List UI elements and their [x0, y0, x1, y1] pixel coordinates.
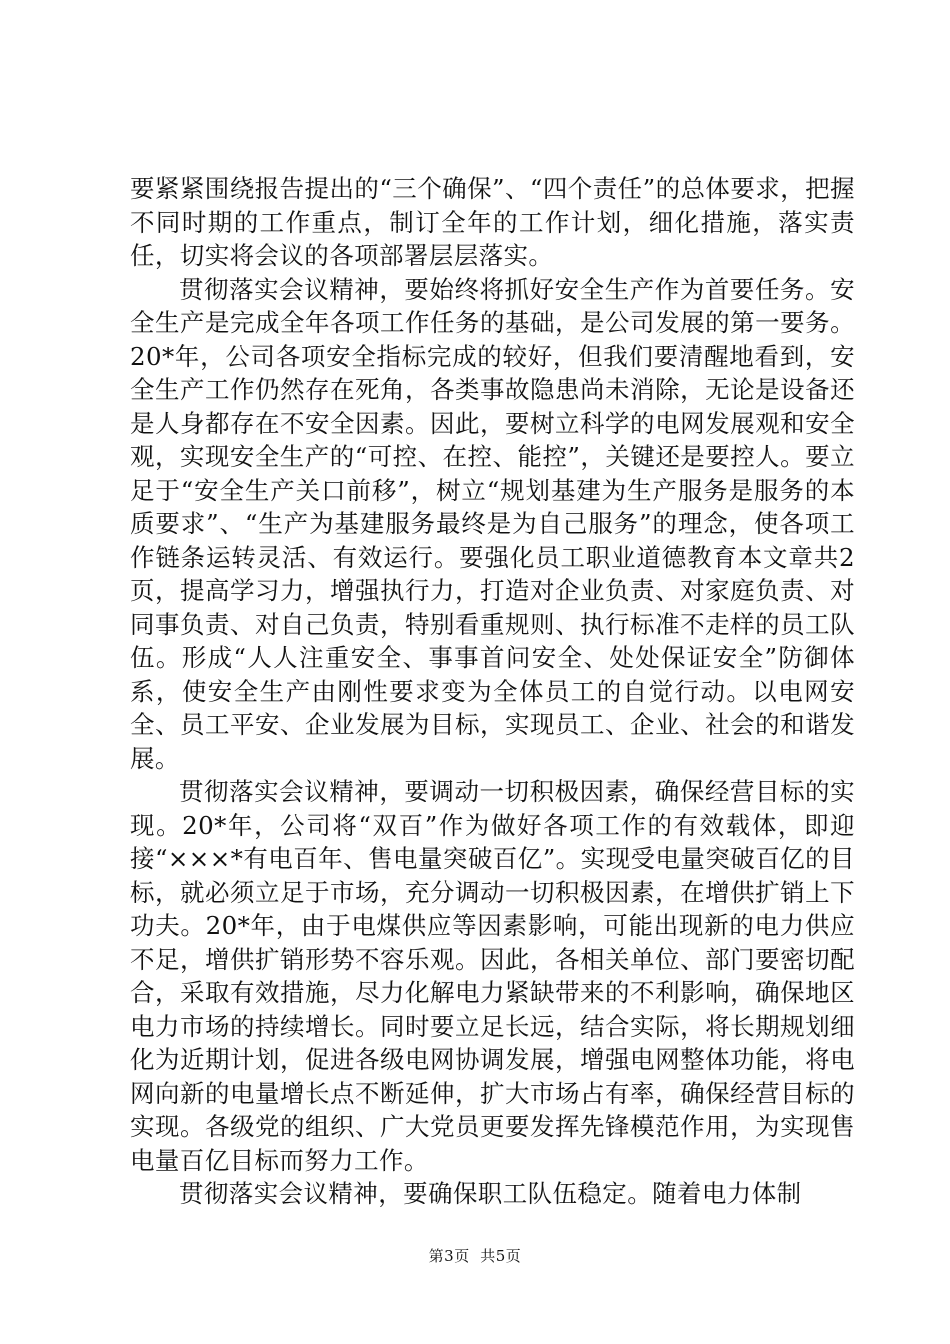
- paragraph-2: 贯彻落实会议精神，要始终将抓好安全生产作为首要任务。安全生产是完成全年各项工作任务的基础，是公司发展的第一要务。20*年，公司各项安全指标完成的较好，但我们要清醒地看到，安全生产工作仍然存在死角，各类事故隐患尚未消除，无论是设备还是人身都存在不安全因素。因此，要树立科学的电网发展观和安全观，实现安全生产的“可控、在控、能控”，关键还是要控人。要立足于“安全生产关口前移”，树立“规划基建为生产服务是服务的本质要求”、“生产为基建服务最终是为自己服务”的理念，使各项工作链条运转灵活、有效运行。要强化员工职业道德教育本文章共2页，提高学习力，增强执行力，打造对企业负责、对家庭负责、对同事负责、对自己负责，特别看重规则、执行标准不走样的员工队伍。形成“人人注重安全、事事首问安全、处处保证安全”防御体系，使安全生产由刚性要求变为全体员工的自觉行动。以电网安全、员工平安、企业发展为目标，实现员工、企业、社会的和谐发展。: [130, 274, 855, 773]
- paragraph-4: 贯彻落实会议精神，要确保职工队伍稳定。随着电力体制: [179, 1179, 802, 1208]
- paragraph-3: 贯彻落实会议精神，要调动一切积极因素，确保经营目标的实现。20*年，公司将“双百”作为做好各项工作的有效载体，即迎接“×××*有电百年、售电量突破百亿”。实现受电量突破百亿的目标，就必须立足于市场，充分调动一切积极因素，在增供扩销上下功夫。20*年，由于电煤供应等因素影响，可能出现新的电力供应不足，增供扩销形势不容乐观。因此，各相关单位、部门要密切配合，采取有效措施，尽力化解电力紧缺带来的不利影响，确保地区电力市场的持续增长。同时要立足长远，结合实际，将长期规划细化为近期计划，促进各级电网协调发展，增强电网整体功能，将电网向新的电量增长点不断延伸，扩大市场占有率，确保经营目标的实现。各级党的组织、广大党员更要发挥先锋模范作用，为实现售电量百亿目标而努力工作。: [130, 777, 855, 1175]
- document-body: [130, 172, 855, 1211]
- page-footer: [0, 1246, 950, 1266]
- page-total: 共5页: [480, 1247, 522, 1265]
- paragraph-1: 要紧紧围绕报告提出的“三个确保”、“四个责任”的总体要求，把握不同时期的工作重点，制订全年的工作计划，细化措施，落实责任，切实将会议的各项部署层层落实。: [130, 174, 855, 270]
- page-number: 第3页: [428, 1247, 470, 1265]
